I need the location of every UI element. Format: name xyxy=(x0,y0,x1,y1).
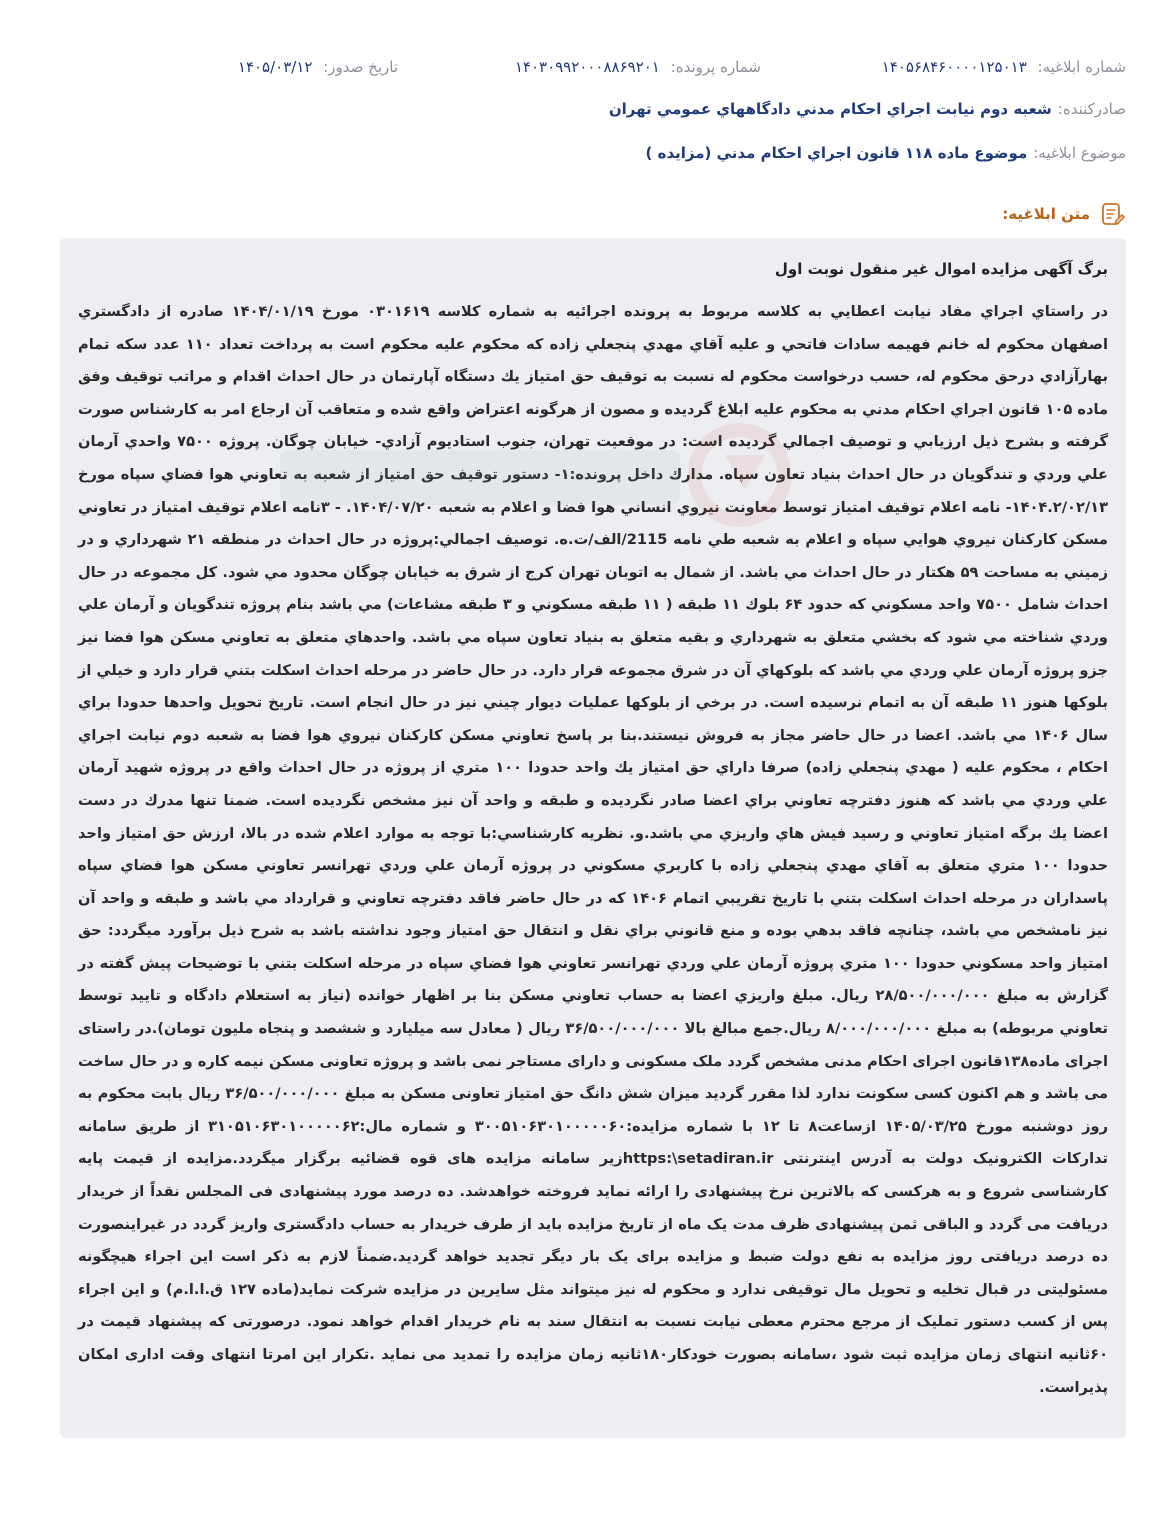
document-pen-icon xyxy=(1098,200,1126,228)
issuer-label: صادرکننده: xyxy=(1057,100,1126,118)
case-number-label: شماره پرونده: xyxy=(670,58,761,76)
issue-date-label: تاریخ صدور: xyxy=(323,58,398,76)
notice-title: برگ آگهی مزایده اموال غیر منقول نوبت اول xyxy=(774,260,1108,278)
notice-text-box xyxy=(60,238,1126,1438)
notice-number-value: ۱۴۰۵۶۸۴۶۰۰۰۰۱۲۵۰۱۳ xyxy=(881,58,1027,76)
subject-label: موضوع ابلاغیه: xyxy=(1033,144,1126,162)
notice-number-label: شماره ابلاغیه: xyxy=(1037,58,1126,76)
subject-row xyxy=(48,144,1126,162)
issue-date-value: ۱۴۰۵/۰۳/۱۲ xyxy=(237,58,313,76)
issuer-value: شعبه دوم نيابت اجراي احكام مدني دادگاههاي عمومي تهران xyxy=(608,100,1052,118)
subject-value: موضوع ماده ۱۱۸ قانون اجراي احكام مدني (مزايده ) xyxy=(645,144,1028,162)
notice-text-label: متن ابلاغیه: xyxy=(1002,205,1090,223)
case-number xyxy=(515,58,761,76)
case-number-value: ۱۴۰۳۰۹۹۲۰۰۰۸۸۶۹۲۰۱ xyxy=(514,58,660,76)
notice-number xyxy=(882,58,1126,76)
issuer-row xyxy=(48,100,1126,118)
notice-text-heading xyxy=(1002,200,1126,228)
notice-body: در راستاي اجراي مفاد نيابت اعطايي به كلاسه مربوط به پرونده اجرائيه به شماره كلاسه ۰۳۰۱۶۱۹ مورخ ۱۴۰۴/۰۱/۱۹ صادره از دادگستري اصفهان محكوم له خانم فهيمه سادات فاتحي و عليه آقاي مهدي پنجعلي زاده كه محكوم عليه محكوم است به پرداخت تعداد ۱۱۰ عدد سكه تمام بهارآزادي درحق محكوم له، حسب درخواست محكوم له نسبت به توقيف حق امتياز يك دستگاه آپارتمان در حال احداث اقدام و مراتب توقيف وفق ماده ۱۰۵ قانون اجراي احكام مدني به محكوم عليه ابلاغ گرديده و مصون از هرگونه اعتراض واقع شده و متعاقب آن ارجاع امر به كارشناس صورت گرفته و بشرح ذيل ارزيابي و توصيف اجمالي گرديده است: در موقعيت تهران، جنوب استاديوم آزادي- خيابان چوگان. پروژه ۷۵۰۰ واحدي آرمان علي وردي و تندگويان در حال احداث بنياد تعاون سپاه. مدارك داخل پرونده:۱- دستور توقيف حق امتياز از شعبه به تعاوني هوا فضاي سپاه مورخ ۱۴۰۴.۲/۰۲/۱۳- نامه اعلام توقيف امتياز توسط معاونت نيروي انساني هوا فضا و اعلام به شعبه ۱۴۰۴/۰۷/۲۰. - ۳نامه اعلام توقيف امتياز در تعاوني مسكن كاركنان نيروي هوايي سپاه و اعلام به شعبه طي نامه 2115/الف/ت.ه. توصيف اجمالي:پروژه در حال احداث در منطقه ۲۱ شهرداري و در زميني به مساحت ۵۹ هكتار در حال احداث مي باشد. از شمال به اتوبان تهران كرج از شرق به خيابان چوگان محدود مي شود. كل مجموعه در حال احداث شامل ۷۵۰۰ واحد مسكوني كه حدود ۶۴ بلوك ۱۱ طبقه ( ۱۱ طبقه مسكوني و ۳ طبقه مشاعات) مي باشد بنام پروژه تندگويان و آرمان علي وردي شناخته مي شود كه بخشي متعلق به شهرداري و بقيه متعلق به بنياد تعاون سپاه مي باشد. واحدهاي متعلق به تعاوني مسكن هوا فضا نيز جزو پروژه آرمان علي وردي مي باشد كه بلوكهاي آن در شرق مجموعه قرار دارد. در حال حاضر در مرحله احداث اسكلت بتني قرار دارد و خيلي از بلوكها هنوز ۱۱ طبقه آن به اتمام نرسيده است. در برخي از بلوكها عمليات ديوار چيني نيز در حال انجام است. تاريخ تحويل واحدها حدودا براي سال ۱۴۰۶ مي باشد. اعضا در حال حاضر مجاز به فروش نيستند.بنا بر پاسخ تعاوني مسكن كاركنان نيروي هوا فضا به شعبه دوم نيابت اجراي احكام ، محكوم عليه ( مهدي پنجعلي زاده) صرفا داراي حق امتياز يك واحد حدودا ۱۰۰ متري از پروژه در حال احداث واقع در پروژه شهيد آرمان علي وردي مي باشد كه هنوز دفترچه تعاوني براي اعضا صادر نگرديده و طبقه و واحد آن نيز مشخص نگرديده است. ضمنا تنها مدرك در دست اعضا يك برگه امتياز تعاوني و رسيد فيش هاي واريزي مي باشد.و. نظريه كارشناسي:با توجه به موارد اعلام شده در بالا، ارزش حق امتياز واحد حدودا ۱۰۰ متري متعلق به آقاي مهدي پنجعلي زاده با كاربري مسكوني در پروژه آرمان علي وردي تهرانسر تعاوني مسكن هوا فضاي سپاه پاسداران در مرحله احداث اسكلت بتني با تاريخ تقريبي اتمام ۱۴۰۶ كه در حال حاضر فاقد دفترچه تعاوني و قرارداد مي باشد و طبقه و واحد آن نيز نامشخص مي باشد، چنانچه فاقد بدهي بوده و منع قانوني براي نقل و انتقال حق امتياز وجود نداشته باشد به شرح ذيل برآورد ميگردد: حق امتياز واحد مسكوني حدودا ۱۰۰ متري پروژه آرمان علي وردي تهرانسر تعاوني هوا فضاي سپاه در مرحله اسكلت بتني با توضيحات پيش گفته در گزارش به مبلغ ۲۸/۵۰۰/۰۰۰/۰۰۰ ريال. مبلغ واريزي اعضا به حساب تعاوني مسكن بنا بر اظهار خوانده (نياز به استعلام دادگاه و تاييد توسط تعاوني مربوطه) به مبلغ ۸/۰۰۰/۰۰۰/۰۰۰ ريال.جمع مبالغ بالا ۳۶/۵۰۰/۰۰۰/۰۰۰ ريال ( معادل سه ميليارد و ششصد و پنجاه مليون تومان).در راستای اجرای ماده۱۳۸قانون اجرای احکام مدنی مشخص گردد ملک مسکونی و دارای مستاجر نمی باشد و پروژه تعاونی مسکن نیمه کاره و در حال ساخت می باشد و هم اکنون کسی سکونت ندارد لذا مقرر گردید میزان شش دانگ حق امتیاز تعاونی مسکن به مبلغ ۳۶/۵۰۰/۰۰۰/۰۰۰ ریال بابت محکوم به روز دوشنبه مورخ ۱۴۰۵/۰۳/۲۵ ازساعت۸ تا ۱۲ با شماره مزایده:۳۰۰۵۱۰۶۳۰۱۰۰۰۰۰۶۰ و شماره مال:۳۱۰۵۱۰۶۳۰۱۰۰۰۰۰۶۲ از طریق سامانه تدارکات الکترونیک دولت به آدرس اینترنتی https:\setadiran.irزیر سامانه مزایده های قوه قضائیه برگزار میگردد.مزایده از قیمت پایه کارشناسی شروع و به هرکسی که بالاترین نرخ پیشنهادی را ارائه نماید فروخته خواهدشد. ده درصد مورد پیشنهادی فی المجلس نقداً از خریدار دریافت می گردد و الباقی ثمن پیشنهادی ظرف مدت یک ماه از تاریخ مزایده باید از طرف خریدار به حساب دادگستری واریز گردد در غیراینصورت ده درصد دریافتی روز مزایده به نفع دولت ضبط و مزایده برای یک بار دیگر تجدید خواهد گردید.ضمناً لازم به ذکر است این اجراء هیچگونه مسئولیتی در قبال تخلیه و تحویل مال توقیفی ندارد و محکوم له نیز میتواند مثل سایرین در مزایده شرکت نماید(ماده ۱۲۷ ق.ا.ا.م) و این اجراء پس از کسب دستور تملیک از مرجع محترم معطی نیابت نسبت به انتقال سند به نام خریدار اقدام خواهد نمود. درصورتی که پیشنهاد قیمت در ۶۰ثانیه انتهای زمان مزایده ثبت شود ،سامانه بصورت خودکار۱۸۰ثانیه زمان مزایده را تمدید می نماید .تکرار این امرتا انتهای وقت اداری امکان پذیراست. xyxy=(78,303,1109,1396)
issue-date xyxy=(238,58,398,76)
